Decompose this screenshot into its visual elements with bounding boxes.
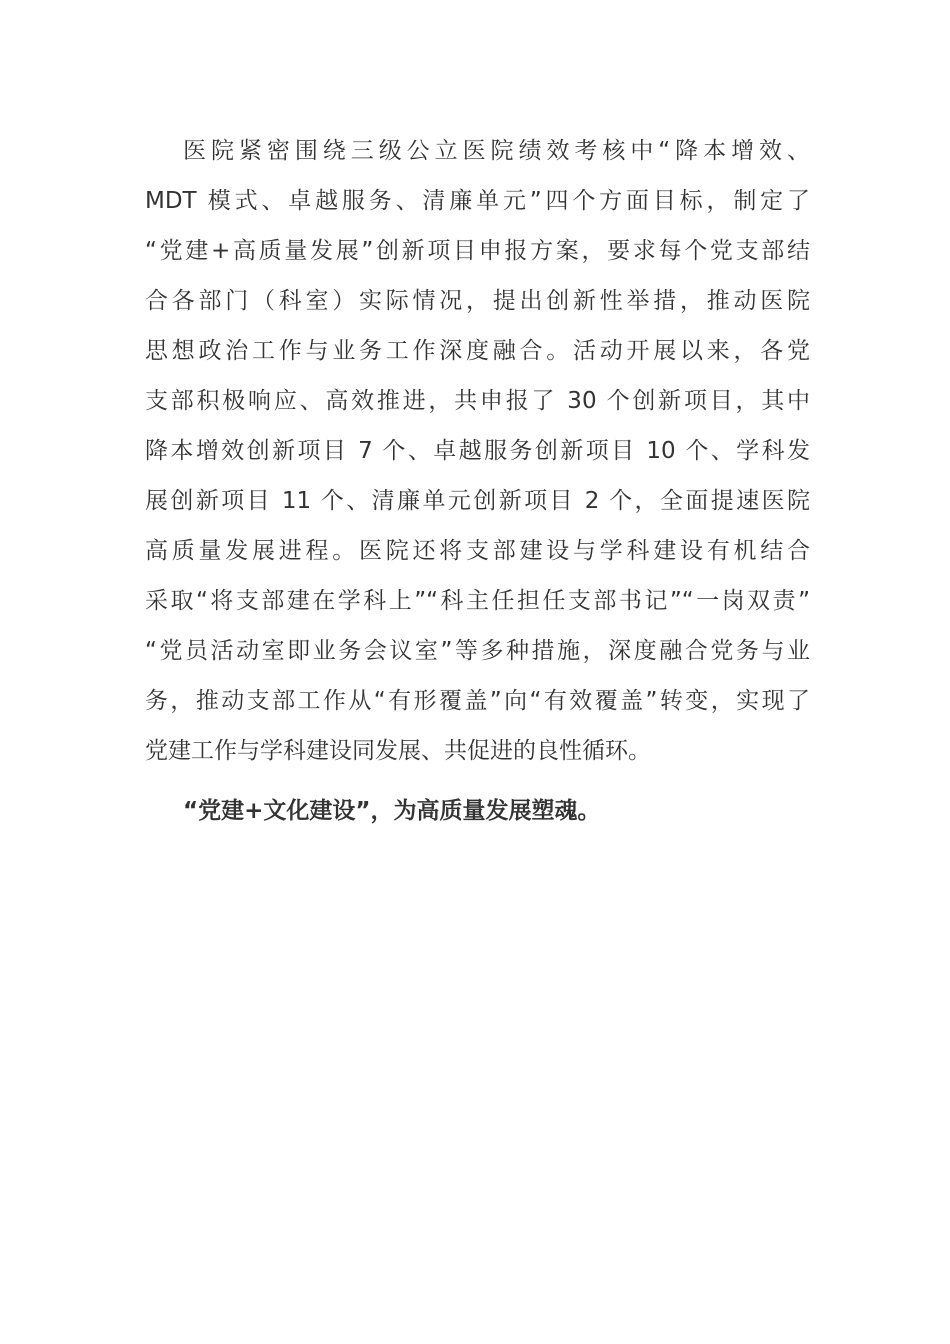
paragraph-line: 党建工作与学科建设同发展、共促进的良性循环。 [145,738,651,764]
paragraph-line: “党员活动室即业务会议室”等多种措施，深度融合党务与业 [145,638,810,664]
section-heading: “党建+文化建设”，为高质量发展塑魂。 [183,798,601,824]
paragraph-line: 降本增效创新项目 7 个、卓越服务创新项目 10 个、学科发 [145,438,810,464]
paragraph-line: MDT 模式、卓越服务、清廉单元”四个方面目标，制定了 [145,188,810,214]
paragraph-line: 采取“将支部建在学科上”“科主任担任支部书记”“一岗双责” [145,588,810,614]
paragraph-line: 医院紧密围绕三级公立医院绩效考核中“降本增效、 [183,138,810,164]
paragraph-line: “党建+高质量发展”创新项目申报方案，要求每个党支部结 [145,238,810,264]
paragraph-line: 支部积极响应、高效推进，共申报了 30 个创新项目，其中 [145,388,810,414]
paragraph-line: 高质量发展进程。医院还将支部建设与学科建设有机结合 [145,538,810,564]
paragraph-line: 务，推动支部工作从“有形覆盖”向“有效覆盖”转变，实现了 [145,688,810,714]
paragraph-line: 展创新项目 11 个、清廉单元创新项目 2 个，全面提速医院 [145,488,810,514]
paragraph-line: 思想政治工作与业务工作深度融合。活动开展以来，各党 [145,338,810,364]
paragraph-line: 合各部门（科室）实际情况，提出创新性举措，推动医院 [145,288,810,314]
body-paragraph [145,126,810,776]
